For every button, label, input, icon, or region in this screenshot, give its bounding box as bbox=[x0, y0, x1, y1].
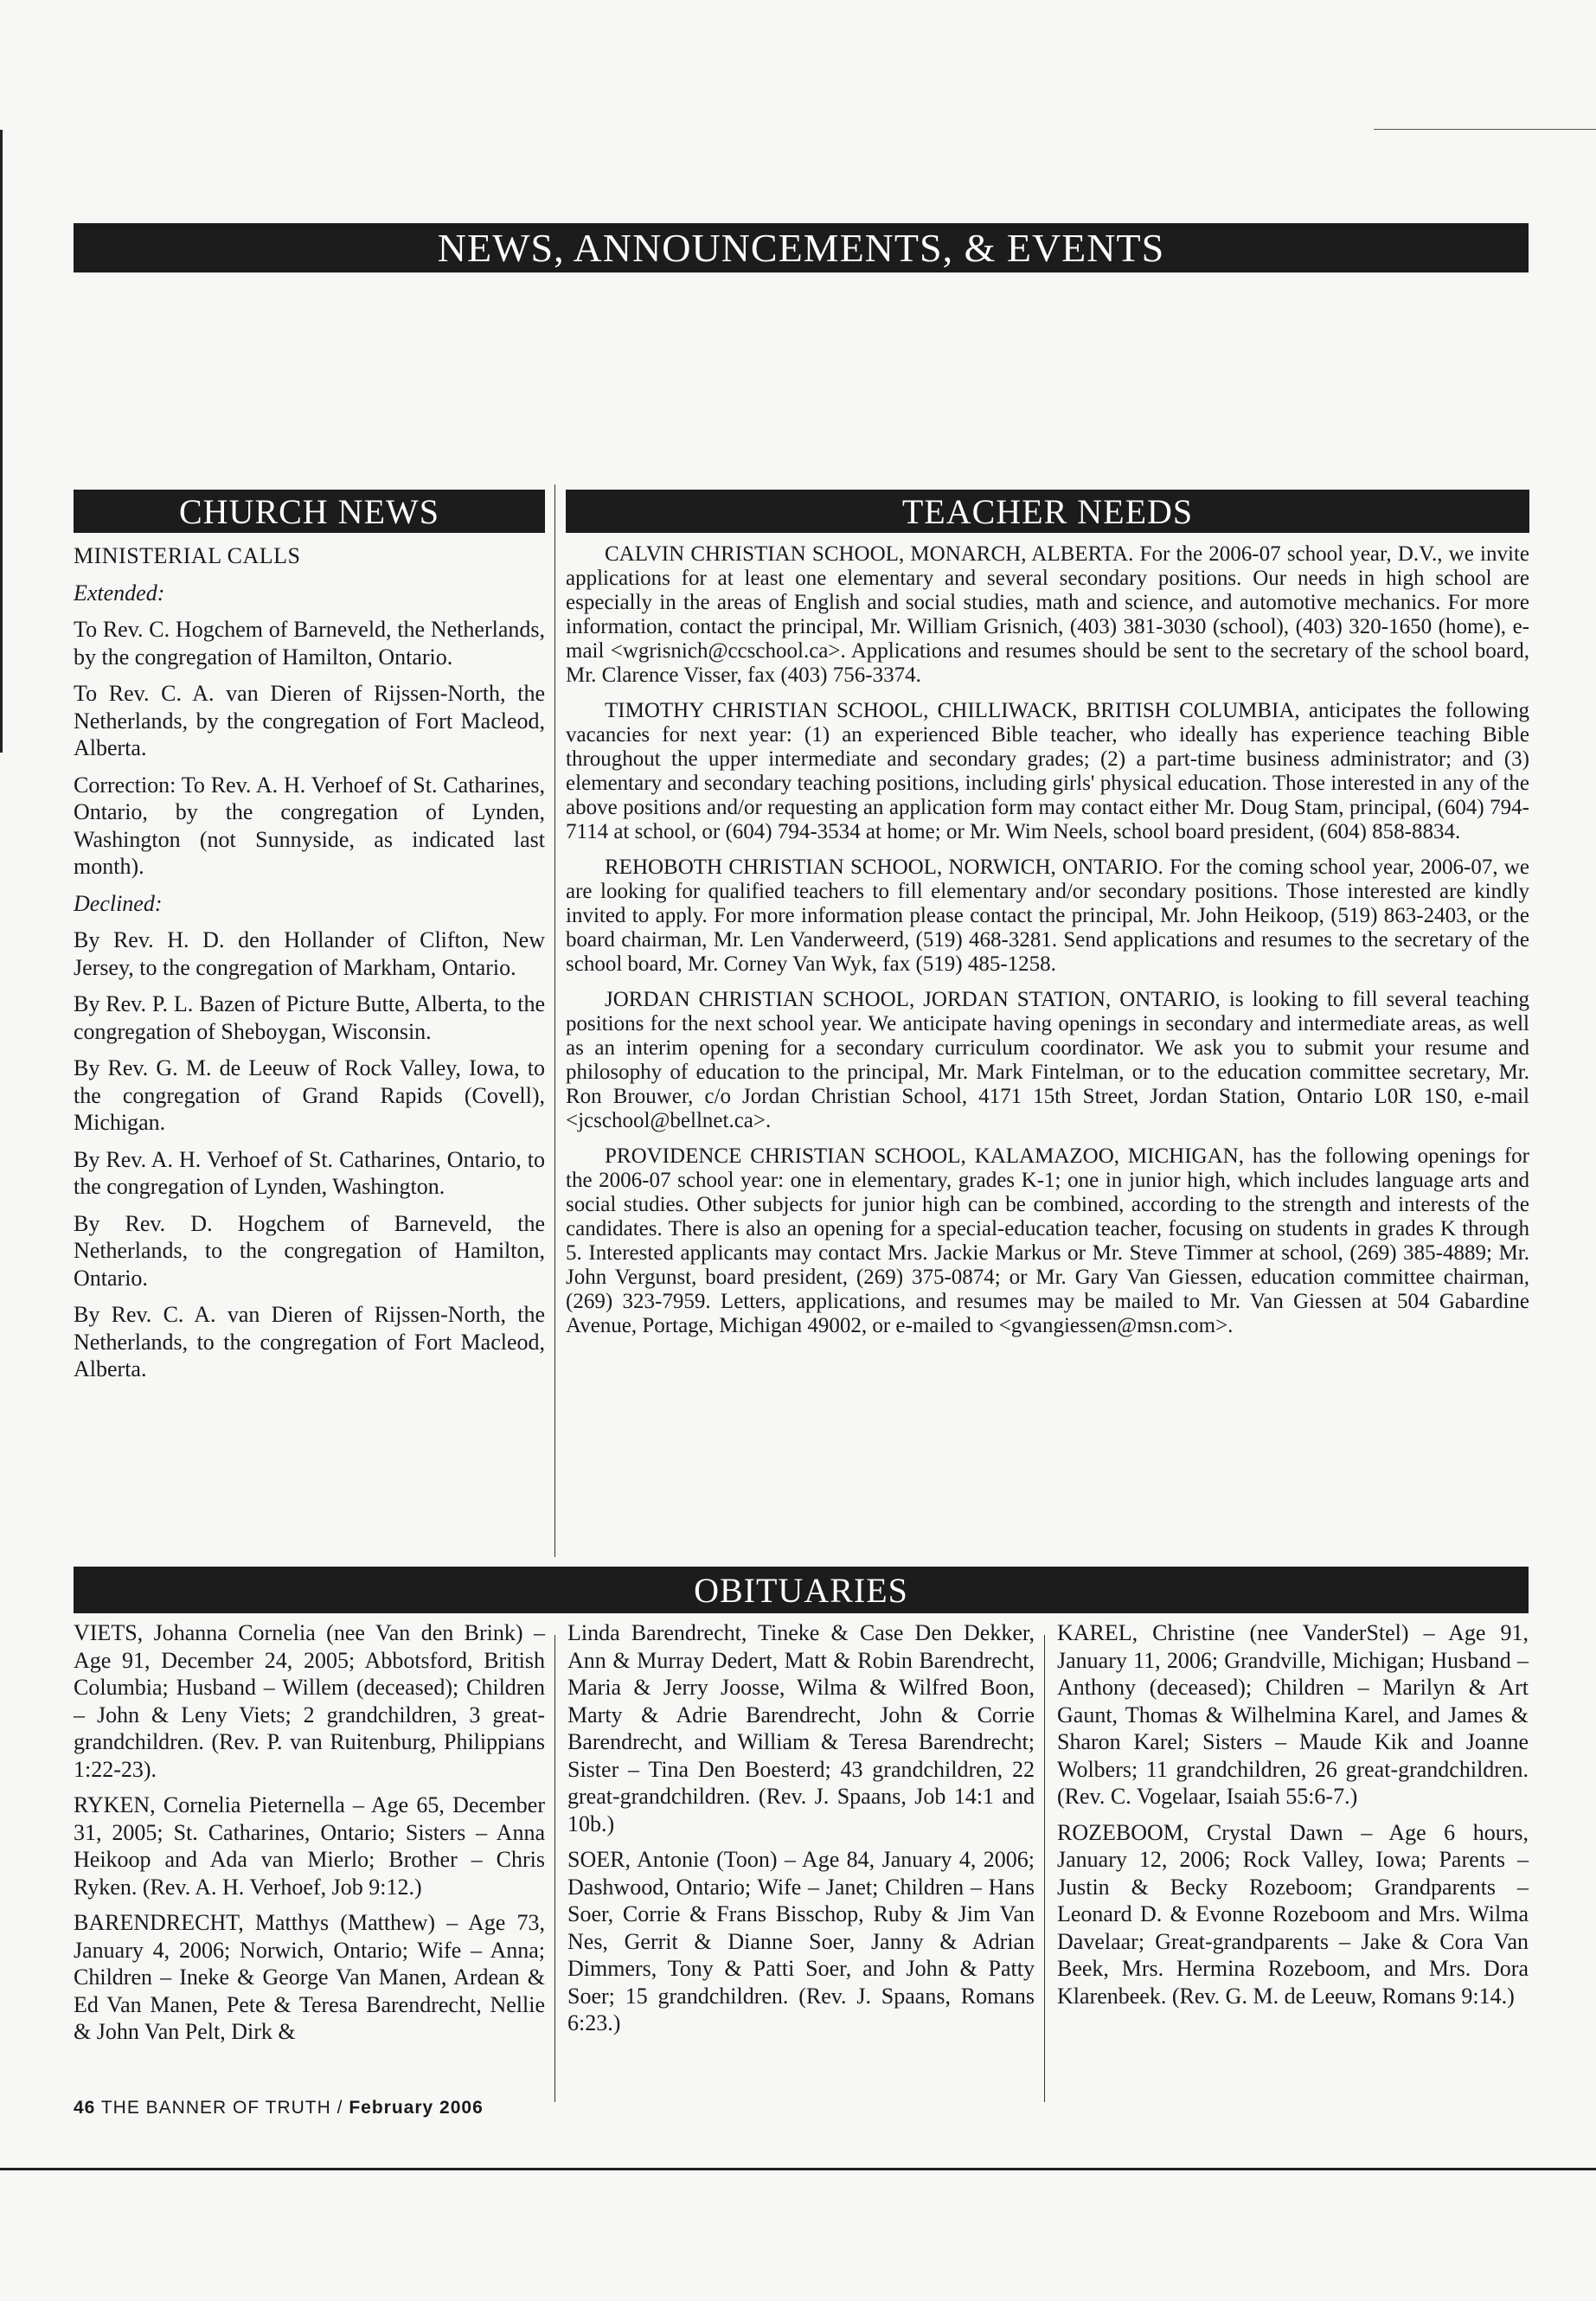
call-item: By Rev. G. M. de Leeuw of Rock Valley, Iowa, to the congregation of Grand Rapids (Covell), Michigan. bbox=[74, 1055, 545, 1135]
obituary-entry: KAREL, Christine (nee VanderStel) – Age 91, January 11, 2006; Grandville, Michigan; Husband – Anthony (deceased); Children – Marilyn & Art Gaunt, Thomas & Wilhelmina Karel, and James & Sharon Karel; Sisters – Maude Kik and Joanne Wolbers; 11 grandchildren, 26 great-grandchildren. (Rev. C. Vogelaar, Isaiah 55:6-7.) bbox=[1057, 1620, 1529, 1809]
school-listing: CALVIN CHRISTIAN SCHOOL, MONARCH, ALBERTA. For the 2006-07 school year, D.V., we invite applications for at least one elementary and several secondary positions. Our needs in high school are especially in the areas of English and social studies, math and science, and automotive mechanics. For more information, contact the principal, Mr. William Grisnich, (403) 381-3030 (school), (403) 320-1650 (home), e-mail <wgrisnich@ccschool.ca>. Applications and resumes should be sent to the secretary of the school board, Mr. Clarence Visser, fax (403) 756-3374. bbox=[566, 542, 1529, 687]
church-news-banner bbox=[74, 490, 545, 533]
obituaries-title: OBITUARIES bbox=[694, 1571, 908, 1610]
extended-label: Extended: bbox=[74, 580, 165, 606]
call-item: By Rev. D. Hogchem of Barneveld, the Netherlands, to the congregation of Hamilton, Ontario. bbox=[74, 1210, 545, 1291]
column-divider bbox=[554, 484, 555, 1557]
page-title-banner bbox=[74, 223, 1529, 272]
footer-separator: / bbox=[337, 2098, 343, 2118]
column-divider bbox=[554, 1635, 555, 2102]
obituaries-column-1 bbox=[74, 1619, 545, 2054]
page-title: NEWS, ANNOUNCEMENTS, & EVENTS bbox=[437, 226, 1165, 270]
obituary-entry: ROZEBOOM, Crystal Dawn – Age 6 hours, January 12, 2006; Rock Valley, Iowa; Parents – Justin & Becky Rozeboom; Grandparents – Leonard D. & Evonne Rozeboom and Mrs. Wilma Davelaar; Great-grandparents – Jake & Cora Van Beek, Mrs. Hermina Rozeboom, and Mrs. Dora Klarenbeek. (Rev. G. M. de Leeuw, Romans 9:14.) bbox=[1057, 1819, 1529, 2009]
page-edge bbox=[0, 130, 3, 753]
call-item: By Rev. H. D. den Hollander of Clifton, New Jersey, to the congregation of Markham, Ontario. bbox=[74, 927, 545, 980]
call-item: To Rev. C. A. van Dieren of Rijssen-North, the Netherlands, by the congregation of Fort Macleod, Alberta. bbox=[74, 681, 545, 760]
call-item: By Rev. A. H. Verhoef of St. Catharines, Ontario, to the congregation of Lynden, Washington. bbox=[74, 1146, 545, 1199]
obituaries-banner bbox=[74, 1567, 1529, 1613]
school-listing: TIMOTHY CHRISTIAN SCHOOL, CHILLIWACK, BRITISH COLUMBIA, anticipates the following vacancies for next year: (1) an experienced Bible teacher, who ideally has experience teaching Bible throughout the upper intermediate and secondary grades; (2) a part-time business administrator; and (3) elementary and secondary teaching positions, including girls' physical education. Those interested in any of the above positions and/or requesting an application form may contact either Mr. Doug Stam, principal, (604) 794-7114 at school, or (604) 794-3534 at home; or Mr. Wim Neels, school board president, (604) 858-8834. bbox=[566, 699, 1529, 843]
obituaries-column-2 bbox=[567, 1619, 1035, 2046]
page-number: 46 bbox=[74, 2098, 96, 2118]
publication-name: THE BANNER OF TRUTH bbox=[100, 2098, 331, 2118]
call-item: To Rev. C. Hogchem of Barneveld, the Netherlands, by the congregation of Hamilton, Ontario. bbox=[74, 617, 545, 670]
top-rule bbox=[1374, 129, 1596, 130]
column-divider bbox=[1044, 1635, 1045, 2102]
teacher-needs-column bbox=[566, 542, 1529, 1349]
teacher-needs-banner bbox=[566, 490, 1529, 533]
teacher-needs-title: TEACHER NEEDS bbox=[901, 492, 1194, 531]
obituary-entry: VIETS, Johanna Cornelia (nee Van den Brink) – Age 91, December 24, 2005; Abbotsford, British Columbia; Husband – Willem (deceased); Children – John & Leny Viets; 2 grandchildren, 3 great-grandchildren. (Rev. P. van Ruitenburg, Philippians 1:22-23). bbox=[74, 1620, 545, 1782]
issue-date: February 2006 bbox=[349, 2098, 484, 2118]
school-listing: PROVIDENCE CHRISTIAN SCHOOL, KALAMAZOO, MICHIGAN, has the following openings for the 2006-07 school year: one in elementary, grades K-1; one in junior high, which includes language arts and social studies. Other subjects for junior high can be combined, according to the strength and interests of the candidates. There is also an opening for a special-education teacher, focusing on students in grades K through 5. Interested applicants may contact Mrs. Jackie Markus or Mr. Steve Timmer at school, (269) 385-4889; Mr. John Vergunst, board president, (269) 375-0874; or Mr. Gary Van Giessen, education committee chairman, (269) 323-7959. Letters, applications, and resumes may be mailed to Mr. Van Giessen at 504 Gabardine Avenue, Portage, Michigan 49002, or e-mailed to <gvangiessen@msn.com>. bbox=[566, 1144, 1529, 1337]
obituary-entry: Linda Barendrecht, Tineke & Case Den Dekker, Ann & Murray Dedert, Matt & Robin Barendrecht, Maria & Jerry Joosse, Wilma & Wilfred Boon, Marty & Adrie Barendrecht, John & Corrie Barendrecht, and William & Teresa Barendrecht; Sister – Tina Den Boesterd; 43 grandchildren, 22 great-grandchildren. (Rev. J. Spaans, Job 14:1 and 10b.) bbox=[567, 1620, 1035, 1836]
call-item: Correction: To Rev. A. H. Verhoef of St. Catharines, Ontario, by the congregation of Lynden, Washington (not Sunnyside, as indicated last month). bbox=[74, 772, 545, 879]
bottom-rule bbox=[0, 2168, 1596, 2170]
declined-label: Declined: bbox=[74, 890, 163, 916]
obituary-entry: BARENDRECHT, Matthys (Matthew) – Age 73, January 4, 2006; Norwich, Ontario; Wife – Anna; Children – Ineke & George Van Manen, Ardean & Ed Van Manen, Pete & Teresa Barendrecht, Nellie & John Van Pelt, Dirk & bbox=[74, 1910, 545, 2044]
church-news-column bbox=[74, 542, 545, 1393]
obituaries-column-3 bbox=[1057, 1619, 1529, 2018]
call-item: By Rev. P. L. Bazen of Picture Butte, Alberta, to the congregation of Sheboygan, Wisconsin. bbox=[74, 991, 545, 1044]
call-item: By Rev. C. A. van Dieren of Rijssen-North, the Netherlands, to the congregation of Fort Macleod, Alberta. bbox=[74, 1302, 545, 1381]
school-listing: REHOBOTH CHRISTIAN SCHOOL, NORWICH, ONTARIO. For the coming school year, 2006-07, we are looking for qualified teachers to fill elementary and/or secondary positions. Those interested are kindly invited to apply. For more information please contact the principal, Mr. John Heikoop, (519) 863-2403, or the board chairman, Mr. Len Vanderweerd, (519) 468-3281. Send applications and resumes to the secretary of the school board, Mr. Corney Van Wyk, fax (519) 485-1258. bbox=[566, 856, 1529, 976]
church-news-title: CHURCH NEWS bbox=[178, 492, 440, 531]
page-footer bbox=[74, 2098, 484, 2118]
obituary-entry: SOER, Antonie (Toon) – Age 84, January 4, 2006; Dashwood, Ontario; Wife – Janet; Children – Hans Soer, Corrie & Frans Bisschop, Ruby & Jim Van Nes, Gerrit & Dianne Soer, Janny & Adrian Dimmers, Tony & Patti Soer, and John & Patty Soer; 15 grandchildren. (Rev. J. Spaans, Romans 6:23.) bbox=[567, 1847, 1035, 2035]
school-listing: JORDAN CHRISTIAN SCHOOL, JORDAN STATION, ONTARIO, is looking to fill several teaching positions for the next school year. We anticipate having openings in secondary and intermediate areas, as well as an interim opening for a secondary curriculum coordinator. We ask you to submit your resume and philosophy of education to the principal, Mr. Mark Fintelman, or to the education committee secretary, Mr. Ron Brouwer, c/o Jordan Christian School, 4171 15th Street, Jordan Station, Ontario L0R 1S0, e-mail <jcschool@bellnet.ca>. bbox=[566, 988, 1529, 1132]
section-heading: MINISTERIAL CALLS bbox=[74, 543, 301, 568]
obituary-entry: RYKEN, Cornelia Pieternella – Age 65, December 31, 2005; St. Catharines, Ontario; Sisters – Anna Heikoop and Ada van Mierlo; Brother – Chris Ryken. (Rev. A. H. Verhoef, Job 9:12.) bbox=[74, 1792, 545, 1900]
